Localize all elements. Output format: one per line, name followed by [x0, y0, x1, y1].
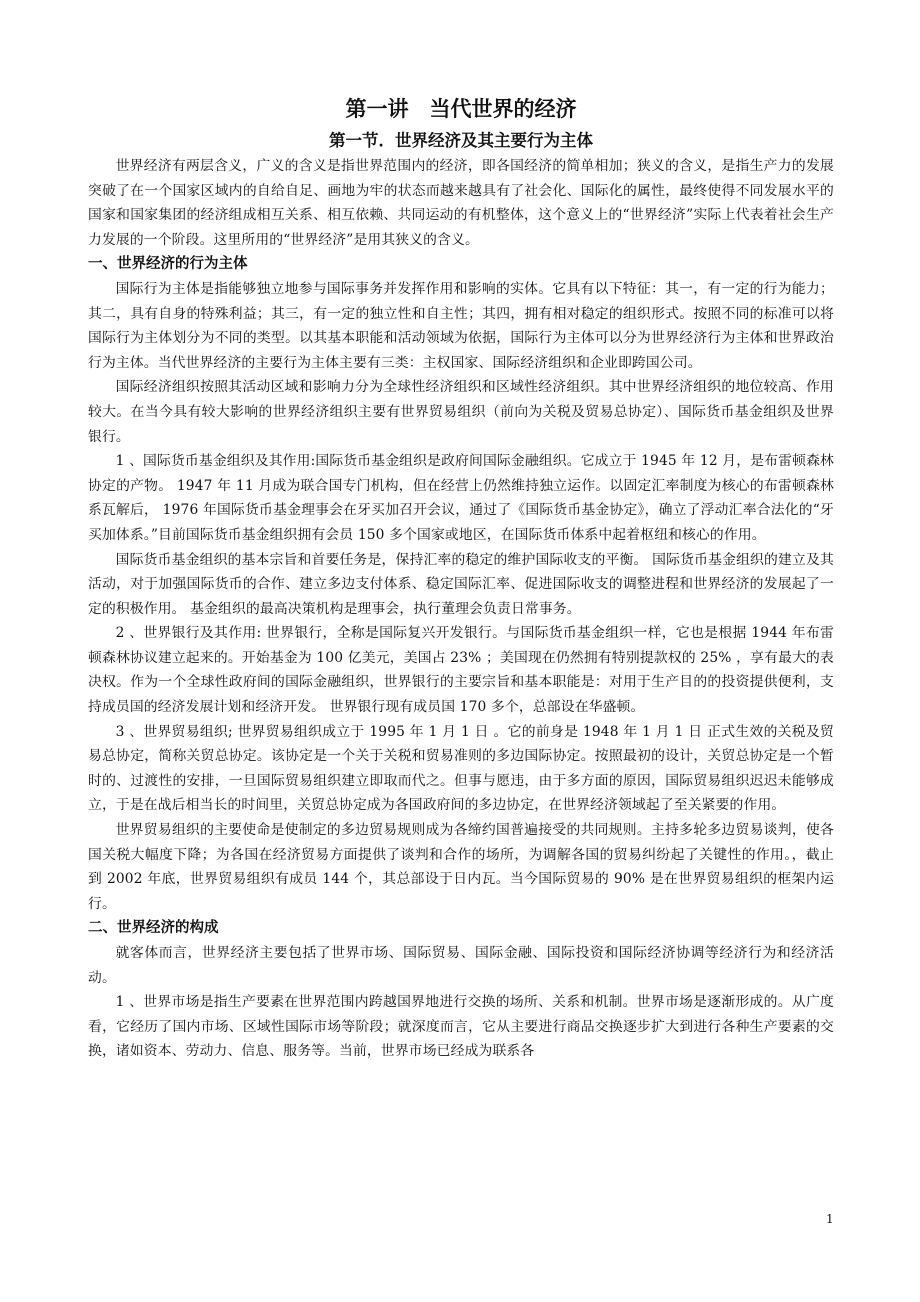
section-title: 第一节．世界经济及其主要行为主体: [329, 131, 593, 150]
paragraph-imf-purpose: 国际货币基金组织的基本宗旨和首要任务是，保持汇率的稳定的维护国际收支的平衡。 国际货币基金组织的建立及其活动，对于加强国际货币的合作、建立多边支付体系、稳定国际汇率、促进国际收支的调整进程和世界经济的发展起了一定的积极作用。 基金组织的最高决策机构是理事会，执行董理会负责日常事务。: [88, 551, 834, 617]
paragraph-world-market: 1 、世界市场是指生产要素在世界范围内跨越国界地进行交换的场所、关系和机制。世界市场是逐渐形成的。从广度看，它经历了国内市场、区域性国际市场等阶段；就深度而言，它从主要进行商品交换逐步扩大到进行各种生产要素的交换，诸如资本、劳动力、信息、服务等。当前，世界市场已经成为联系各: [88, 994, 834, 1060]
document-body: [88, 92, 834, 1064]
paragraph-economic-organizations: 国际经济组织按照其活动区域和影响力分为全球性经济组织和区域性经济组织。其中世界经济组织的地位较高、作用较大。在当今具有较大影响的世界经济组织主要有世界贸易组织（前向为关税及贸易总协定）、国际货币基金组织及世界银行。: [88, 379, 834, 445]
page-number: 1: [826, 1212, 834, 1226]
paragraph-composition-intro: 就客体而言，世界经济主要包括了世界市场、国际贸易、国际金融、国际投资和国际经济协调等经济行为和经济活动。: [88, 945, 834, 986]
document-title: 第一讲 当代世界的经济: [345, 97, 577, 121]
intro-paragraph: 世界经济有两层含义，广义的含义是指世界范围内的经济，即各国经济的简单相加；狭义的含义，是指生产力的发展突破了在一个国家区域内的自给自足、画地为牢的状态而越来越具有了社会化、国际化的属性，最终使得不同发展水平的国家和国家集团的经济组成相互关系、相互依赖、共同运动的有机整体，这个意义上的“世界经济”实际上代表着社会生产力发展的一个阶段。这里所用的“世界经济”是用其狭义的含义。: [88, 158, 834, 248]
heading-economy-composition: 二、世界经济的构成: [88, 920, 219, 937]
heading-behavior-subjects: 一、世界经济的行为主体: [88, 256, 248, 273]
paragraph-world-bank: 2 、世界银行及其作用: 世界银行，全称是国际复兴开发银行。与国际货币基金组织一样，它也是根据 1944 年布雷顿森林协议建立起来的。开始基金为 100 亿美元，美国占 23% ；美国现在仍然拥有特别提款权的 25% ，享有最大的表决权。作为一个全球性政府间的国际金融组织，世界银行的主要宗旨和基本职能是：对用于生产目的的投资提供便利，支持成员国的经济发展计划和经济开发。 世界银行现有成员国 170 多个，总部设在华盛顿。: [88, 625, 834, 716]
paragraph-international-actors: 国际行为主体是指能够独立地参与国际事务并发挥作用和影响的实体。它具有以下特征：其一，有一定的行为能力；其二，具有自身的特殊利益；其三，有一定的独立性和自主性；其四，拥有相对稳定的组织形式。按照不同的标准可以将国际行为主体划分为不同的类型。以其基本职能和活动领域为依据，国际行为主体可以分为世界经济行为主体和世界政治行为主体。当代世界经济的主要行为主体主要有三类：主权国家、国际经济组织和企业即跨国公司。: [88, 280, 834, 371]
paragraph-imf: 1 、国际货币基金组织及其作用:国际货币基金组织是政府间国际金融组织。它成立于 1945 年 12 月，是布雷顿森林协定的产物。 1947 年 11 月成为联合国专门机构，但在经营上仍然维持独立运作。以固定汇率制度为核心的布雷顿森林系瓦解后， 1976 年国际货币基金理事会在牙买加召开会议，通过了《国际货币基金协定》，确立了浮动汇率合法化的“牙买加体系。”目前国际货币基金组织拥有会员 150 多个国家或地区，在国际货币体系中起着枢纽和核心的作用。: [88, 453, 834, 543]
paragraph-wto: 3 、世界贸易组织; 世界贸易组织成立于 1995 年 1 月 1 日 。它的前身是 1948 年 1 月 1 日 正式生效的关税及贸易总协定，简称关贸总协定。该协定是一个关于关税和贸易准则的多边国际协定。按照最初的设计，关贸总协定是一个暂时的、过渡性的安排，一旦国际贸易组织建立即取而代之。但事与愿违，由于多方面的原因，国际贸易组织迟迟未能够成立，于是在战后相当长的时间里，关贸总协定成为各国政府间的多边协定，在世界经济领域起了至关紧要的作用。: [88, 723, 834, 814]
paragraph-wto-mission: 世界贸易组织的主要使命是使制定的多边贸易规则成为各缔约国普遍接受的共同规则。主持多轮多边贸易谈判，使各国关税大幅度下降；为各国在经济贸易方面提供了谈判和合作的场所，为调解各国的贸易纠纷起了关键性的作用。，截止到 2002 年底，世界贸易组织有成员 144 个，其总部设于日内瓦。当今国际贸易的 90% 是在世界贸易组织的框架内运行。: [88, 822, 834, 912]
